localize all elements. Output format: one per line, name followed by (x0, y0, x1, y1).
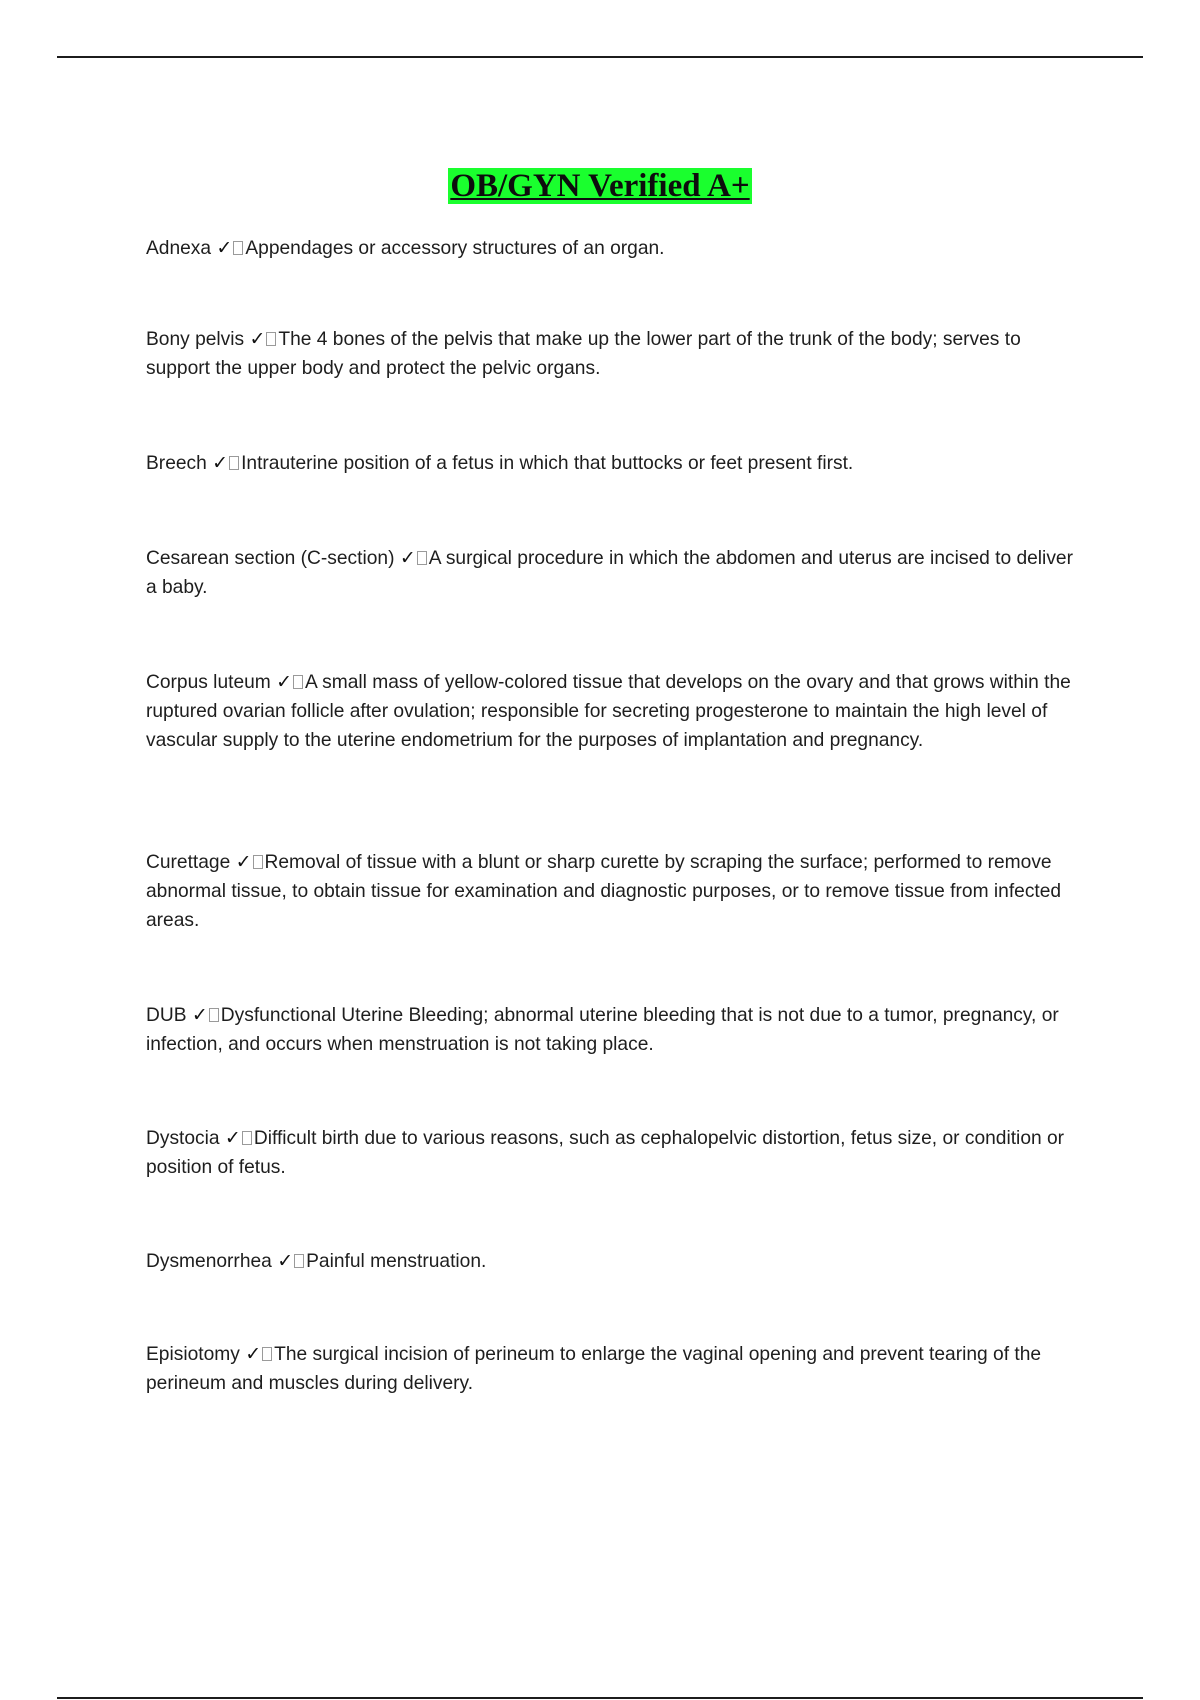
glossary-entry (146, 1001, 1086, 1059)
definition: Appendages or accessory structures of an organ. (245, 238, 665, 259)
checkmark-icon: ✓ (249, 328, 266, 350)
glossary-entry (146, 668, 1086, 755)
glossary-entry (146, 325, 1086, 383)
glossary-entry (146, 234, 1086, 263)
box-glyph-icon (262, 1347, 272, 1361)
box-glyph-icon (242, 1131, 252, 1145)
term: Bony pelvis (146, 329, 245, 350)
checkmark-icon: ✓ (191, 1004, 208, 1026)
term: Adnexa (146, 238, 212, 259)
definition: Painful menstruation. (306, 1251, 487, 1272)
checkmark-icon: ✓ (212, 452, 229, 474)
box-glyph-icon (294, 1254, 304, 1268)
footer-rule (57, 1697, 1143, 1699)
term: Corpus luteum (146, 672, 271, 693)
checkmark-icon: ✓ (276, 671, 293, 693)
checkmark-icon: ✓ (277, 1250, 294, 1272)
page-title: OB/GYN Verified A+ (450, 168, 750, 204)
definition: A surgical procedure in which the abdomen and uterus are incised to deliver a baby. (146, 548, 1073, 598)
term: Dystocia (146, 1128, 220, 1149)
definition: A small mass of yellow-colored tissue that develops on the ovary and that grows within the ruptured ovarian follicle after ovulation; responsible for secreting progesterone to maintain the high level of vascular supply to the uterine endometrium for the purposes of implantation and pregnancy. (146, 672, 1071, 751)
definition: Dysfunctional Uterine Bleeding; abnormal uterine bleeding that is not due to a tumor, pregnancy, or infection, and occurs when menstruation is not taking place. (146, 1005, 1059, 1055)
glossary-entry (146, 1340, 1086, 1398)
definition: Removal of tissue with a blunt or sharp curette by scraping the surface; performed to remove abnormal tissue, to obtain tissue for examination and diagnostic purposes, or to remove tissue from infected areas. (146, 852, 1062, 931)
definition: The 4 bones of the pelvis that make up the lower part of the trunk of the body; serves to support the upper body and protect the pelvic organs. (146, 329, 1021, 379)
checkmark-icon: ✓ (216, 237, 233, 259)
box-glyph-icon (253, 855, 263, 869)
box-glyph-icon (417, 551, 427, 565)
header-rule (57, 56, 1143, 58)
glossary-entry (146, 1124, 1086, 1182)
term: Cesarean section (C-section) (146, 548, 395, 569)
term: Breech (146, 453, 207, 474)
term: Curettage (146, 852, 231, 873)
checkmark-icon: ✓ (224, 1127, 241, 1149)
term: Dysmenorrhea (146, 1251, 272, 1272)
box-glyph-icon (293, 675, 303, 689)
glossary-entry (146, 1247, 1086, 1276)
glossary-entry (146, 848, 1086, 935)
box-glyph-icon (229, 456, 239, 470)
definition: The surgical incision of perineum to enlarge the vaginal opening and prevent tearing of the perineum and muscles during delivery. (146, 1344, 1042, 1394)
definition: Intrauterine position of a fetus in which that buttocks or feet present first. (241, 453, 854, 474)
box-glyph-icon (266, 332, 276, 346)
box-glyph-icon (233, 241, 243, 255)
checkmark-icon: ✓ (245, 1343, 262, 1365)
title-container (0, 168, 1200, 204)
term: Episiotomy (146, 1344, 240, 1365)
term: DUB (146, 1005, 187, 1026)
glossary-entry (146, 449, 1086, 478)
glossary-entry (146, 544, 1086, 602)
checkmark-icon: ✓ (235, 851, 252, 873)
checkmark-icon: ✓ (399, 547, 416, 569)
box-glyph-icon (209, 1008, 219, 1022)
definition: Difficult birth due to various reasons, such as cephalopelvic distortion, fetus size, or condition or position of fetus. (146, 1128, 1065, 1178)
